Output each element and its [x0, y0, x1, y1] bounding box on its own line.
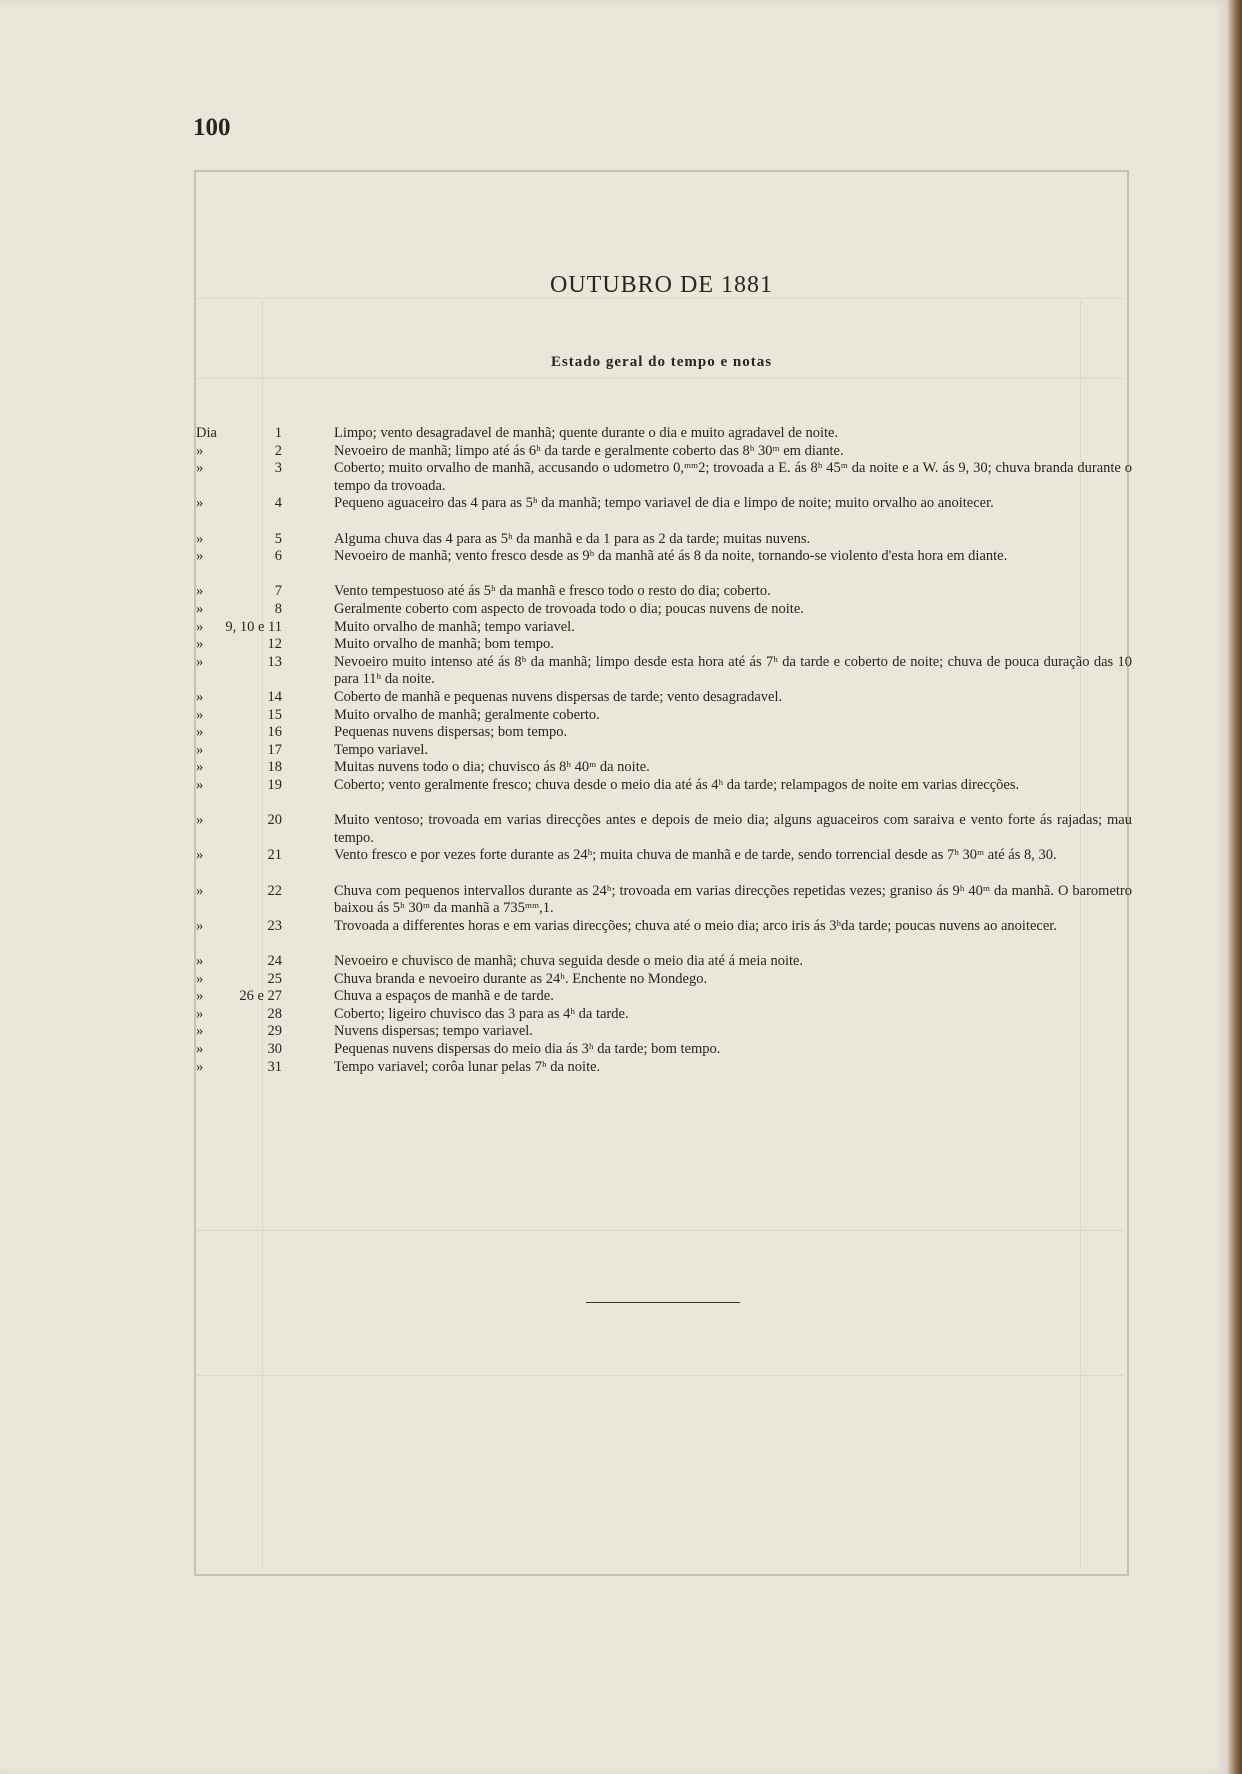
day-number: 30	[267, 1041, 282, 1057]
day-number: 25	[267, 970, 282, 987]
day-number: 24	[267, 953, 282, 969]
day-number: 21	[267, 847, 282, 864]
dia-marker: »	[196, 618, 204, 635]
day-number: 8	[274, 601, 282, 617]
dia-marker: »	[196, 653, 204, 670]
weather-note: Coberto; muito orvalho de manhã, accusando o udometro 0,ᵐᵐ2; trovoada a E. ás 8ʰ 45ᵐ da noite e a W. ás 9, 30; chuva branda durante o tempo da trovoada.	[334, 460, 1132, 494]
dia-marker: »	[196, 970, 204, 987]
day-number: 31	[267, 1058, 282, 1075]
day-number: 28	[267, 1005, 282, 1022]
show-through-line	[196, 378, 1124, 379]
dia-marker: »	[196, 917, 204, 934]
weather-note: Coberto; ligeiro chuvisco das 3 para as 4ʰ da tarde.	[334, 1005, 629, 1022]
page-number: 100	[193, 114, 231, 141]
dia-marker: »	[196, 724, 204, 741]
show-through-line	[196, 1375, 1124, 1376]
closing-rule	[586, 1302, 740, 1303]
day-number: 7	[274, 583, 282, 600]
weather-note: Trovoada a differentes horas e em varias direcções; chuva até o meio dia; arco iris ás 3ʰda tarde; poucas nuvens ao anoitecer.	[334, 917, 1057, 934]
dia-marker: Dia	[196, 425, 217, 441]
dia-marker: »	[196, 1041, 204, 1057]
dia-marker: »	[196, 988, 204, 1005]
dia-marker: »	[196, 442, 204, 459]
month-title: OUTUBRO DE 1881	[550, 272, 773, 298]
day-number: 2	[274, 442, 282, 459]
weather-note: Coberto de manhã e pequenas nuvens dispersas de tarde; vento desagradavel.	[334, 689, 783, 705]
day-number: 18	[267, 759, 282, 776]
weather-note: Tempo variavel.	[334, 741, 429, 758]
dia-marker: »	[196, 548, 204, 565]
dia-marker: »	[196, 495, 204, 512]
weather-note: Pequenas nuvens dispersas; bom tempo.	[334, 724, 568, 741]
day-number: 5	[274, 530, 282, 547]
weather-note: Coberto; vento geralmente fresco; chuva desde o meio dia até ás 4ʰ da tarde; relampagos de noite em varias direcções.	[334, 777, 1020, 793]
weather-note: Limpo; vento desagradavel de manhã; quente durante o dia e muito agradavel de noite.	[334, 425, 839, 441]
dia-marker: »	[196, 706, 204, 723]
weather-note: Nevoeiro de manhã; limpo até ás 6ʰ da tarde e geralmente coberto das 8ʰ 30ᵐ em diante.	[334, 442, 844, 459]
weather-note: Pequeno aguaceiro das 4 para as 5ʰ da manhã; tempo variavel de dia e limpo de noite; muito orvalho ao anoitecer.	[334, 495, 994, 512]
weather-note: Geralmente coberto com aspecto de trovoada todo o dia; poucas nuvens de noite.	[334, 601, 804, 617]
section-title: Estado geral do tempo e notas	[550, 354, 773, 370]
dia-marker: »	[196, 847, 204, 864]
dia-marker: »	[196, 460, 204, 477]
table-frame	[194, 170, 1129, 1576]
weather-note: Muito ventoso; trovoada em varias direcções antes e depois de meio dia; alguns aguaceiros com saraiva e vento forte ás rajadas; mau tempo.	[334, 812, 1132, 846]
day-number: 12	[267, 636, 282, 653]
weather-note: Chuva a espaços de manhã e de tarde.	[334, 988, 554, 1005]
day-number: 1	[274, 425, 282, 441]
dia-marker: »	[196, 583, 204, 600]
day-number: 6	[274, 548, 282, 565]
dia-marker: »	[196, 636, 204, 653]
weather-note: Alguma chuva das 4 para as 5ʰ da manhã e da 1 para as 2 da tarde; muitas nuvens.	[334, 530, 811, 547]
dia-marker: »	[196, 1023, 204, 1040]
weather-note: Vento fresco e por vezes forte durante as 24ʰ; muita chuva de manhã e de tarde, sendo torrencial desde as 7ʰ 30ᵐ até ás 8, 30.	[334, 847, 1057, 864]
day-number: 15	[267, 706, 282, 723]
weather-note: Muito orvalho de manhã; tempo variavel.	[334, 618, 575, 635]
dia-marker: »	[196, 530, 204, 547]
day-number: 19	[267, 777, 282, 793]
weather-note: Chuva branda e nevoeiro durante as 24ʰ. Enchente no Mondego.	[334, 970, 708, 987]
dia-marker: »	[196, 1058, 204, 1075]
weather-note: Vento tempestuoso até ás 5ʰ da manhã e fresco todo o resto do dia; coberto.	[334, 583, 771, 600]
day-number: 3	[274, 460, 282, 477]
weather-note: Muito orvalho de manhã; geralmente coberto.	[334, 706, 600, 723]
weather-note: Muito orvalho de manhã; bom tempo.	[334, 636, 554, 653]
dia-marker: »	[196, 882, 204, 899]
weather-note: Nevoeiro muito intenso até ás 8ʰ da manhã; limpo desde esta hora até ás 7ʰ da tarde e coberto de noite; chuva de pouca duração das 10 para 11ʰ da noite.	[334, 653, 1132, 688]
day-number: 13	[267, 653, 282, 670]
day-number: 14	[267, 689, 282, 705]
day-number: 20	[267, 812, 282, 829]
day-number: 29	[267, 1023, 282, 1040]
dia-marker: »	[196, 953, 204, 969]
day-number: 4	[274, 495, 282, 512]
weather-note: Muitas nuvens todo o dia; chuvisco ás 8ʰ 40ᵐ da noite.	[334, 759, 650, 776]
day-number: 22	[267, 882, 282, 899]
weather-note: Nevoeiro de manhã; vento fresco desde as 9ʰ da manhã até ás 8 da noite, tornando-se violento d'esta hora em diante.	[334, 548, 1008, 565]
weather-note: Tempo variavel; corôa lunar pelas 7ʰ da noite.	[334, 1058, 601, 1075]
weather-note: Pequenas nuvens dispersas do meio dia ás 3ʰ da tarde; bom tempo.	[334, 1041, 721, 1057]
weather-note: Nevoeiro e chuvisco de manhã; chuva seguida desde o meio dia até á meia noite.	[334, 953, 804, 969]
dia-marker: »	[196, 741, 204, 758]
day-number: 16	[267, 724, 282, 741]
dia-marker: »	[196, 689, 204, 705]
dia-marker: »	[196, 1005, 204, 1022]
dia-marker: »	[196, 759, 204, 776]
dia-marker: »	[196, 601, 204, 617]
weather-note: Nuvens dispersas; tempo variavel.	[334, 1023, 533, 1040]
dia-marker: »	[196, 812, 204, 829]
day-number: 9, 10 e 11	[225, 618, 282, 635]
day-number: 26 e 27	[239, 988, 282, 1005]
day-number: 17	[267, 741, 282, 758]
weather-note: Chuva com pequenos intervallos durante as 24ʰ; trovoada em varias direcções repetidas vezes; graniso ás 9ʰ 40ᵐ da manhã. O barometro baixou ás 5ʰ 30ᵐ da manhã a 735ᵐᵐ,1.	[334, 882, 1132, 917]
dia-marker: »	[196, 777, 204, 793]
show-through-line	[196, 1230, 1124, 1231]
book-page-edge	[1228, 0, 1242, 1774]
day-number: 23	[267, 917, 282, 934]
